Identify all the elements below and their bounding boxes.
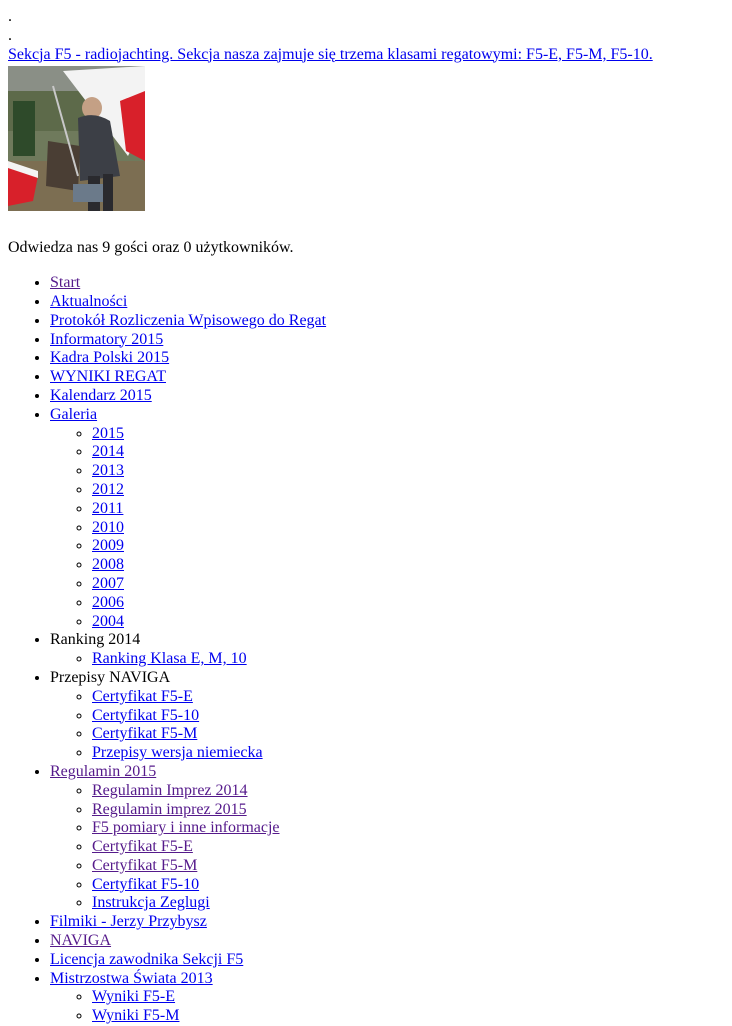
menu-item bbox=[50, 349, 732, 368]
przepisy-link-certyfikat-f510[interactable]: Certyfikat F5-10 bbox=[92, 706, 200, 724]
submenu-item bbox=[92, 819, 732, 838]
dot-text: . bbox=[8, 26, 12, 44]
menu-item bbox=[50, 368, 732, 387]
regulamin-link-pomiary[interactable]: F5 pomiary i inne informacje bbox=[92, 819, 280, 837]
regulamin-link-2015[interactable]: Regulamin imprez 2015 bbox=[92, 800, 247, 818]
gallery-link-2010[interactable]: 2010 bbox=[92, 518, 124, 536]
ranking-link[interactable]: Ranking Klasa E, M, 10 bbox=[92, 650, 247, 668]
submenu-item bbox=[92, 613, 732, 632]
menu-item bbox=[50, 669, 732, 763]
submenu-item bbox=[92, 1007, 732, 1026]
submenu-item bbox=[92, 594, 732, 613]
gallery-link-2009[interactable]: 2009 bbox=[92, 537, 124, 555]
submenu-item bbox=[92, 725, 732, 744]
submenu-item bbox=[92, 481, 732, 500]
przepisy-link-certyfikat-f5m[interactable]: Certyfikat F5-M bbox=[92, 725, 198, 743]
menu-link-regulamin[interactable]: Regulamin 2015 bbox=[50, 762, 157, 780]
menu-link-filmiki[interactable]: Filmiki - Jerzy Przybysz bbox=[50, 913, 207, 931]
submenu-item bbox=[92, 782, 732, 801]
menu-item bbox=[50, 970, 732, 1026]
regulamin-link-2014[interactable]: Regulamin Imprez 2014 bbox=[92, 781, 248, 799]
menu-item bbox=[50, 913, 732, 932]
submenu-item bbox=[92, 988, 732, 1007]
menu-item bbox=[50, 763, 732, 913]
dot-text: . bbox=[8, 8, 12, 25]
submenu-item bbox=[92, 519, 732, 538]
gallery-link-2011[interactable]: 2011 bbox=[92, 499, 124, 517]
przepisy-link-certyfikat-f5e[interactable]: Certyfikat F5-E bbox=[92, 687, 193, 705]
submenu-item bbox=[92, 575, 732, 594]
menu-link-start[interactable]: Start bbox=[50, 274, 81, 292]
menu-link-mistrzostwa[interactable]: Mistrzostwa Świata 2013 bbox=[50, 969, 213, 987]
submenu-item bbox=[92, 688, 732, 707]
menu-item bbox=[50, 631, 732, 669]
menu-link-kalendarz[interactable]: Kalendarz 2015 bbox=[50, 386, 152, 404]
menu-item bbox=[50, 293, 732, 312]
menu-label-ranking: Ranking 2014 bbox=[50, 631, 141, 649]
menu-item bbox=[50, 387, 732, 406]
gallery-link-2004[interactable]: 2004 bbox=[92, 612, 124, 630]
menu-item bbox=[50, 331, 732, 350]
menu-link-informatory[interactable]: Informatory 2015 bbox=[50, 330, 164, 348]
main-menu bbox=[8, 274, 732, 1026]
visitors-text: Odwiedza nas 9 gości oraz 0 użytkowników. bbox=[8, 239, 294, 257]
regulamin-link-instrukcja[interactable]: Instrukcja Zeglugi bbox=[92, 894, 210, 912]
regulamin-link-certyfikat-f5m[interactable]: Certyfikat F5-M bbox=[92, 856, 198, 874]
submenu-item bbox=[92, 500, 732, 519]
submenu-item bbox=[92, 744, 732, 763]
submenu-item bbox=[92, 425, 732, 444]
intro-link[interactable]: Sekcja F5 - radiojachting. Sekcja nasza zajmuje się trzema klasami regatowymi: F5-E, F5-M, F5-10. bbox=[8, 45, 653, 63]
menu-link-licencja[interactable]: Licencja zawodnika Sekcji F5 bbox=[50, 950, 244, 968]
mistrzostwa-link-wyniki-f5m[interactable]: Wyniki F5-M bbox=[92, 1007, 180, 1025]
menu-link-naviga[interactable]: NAVIGA bbox=[50, 932, 112, 950]
menu-link-protokol[interactable]: Protokół Rozliczenia Wpisowego do Regat bbox=[50, 311, 327, 329]
submenu-regulamin bbox=[50, 782, 732, 914]
submenu-ranking bbox=[50, 650, 732, 669]
gallery-link-2007[interactable]: 2007 bbox=[92, 574, 124, 592]
menu-label-przepisy: Przepisy NAVIGA bbox=[50, 668, 171, 686]
submenu-item bbox=[92, 650, 732, 669]
menu-link-wyniki-regat[interactable]: WYNIKI REGAT bbox=[50, 368, 166, 386]
mistrzostwa-link-wyniki-f5e[interactable]: Wyniki F5-E bbox=[92, 988, 176, 1006]
submenu-item bbox=[92, 876, 732, 895]
submenu-item bbox=[92, 443, 732, 462]
regulamin-link-certyfikat-f510[interactable]: Certyfikat F5-10 bbox=[92, 875, 200, 893]
submenu-item bbox=[92, 894, 732, 913]
submenu-item bbox=[92, 801, 732, 820]
menu-item bbox=[50, 932, 732, 951]
menu-item bbox=[50, 312, 732, 331]
submenu-item bbox=[92, 857, 732, 876]
gallery-link-2015[interactable]: 2015 bbox=[92, 424, 124, 442]
menu-item bbox=[50, 951, 732, 970]
menu-link-kadra[interactable]: Kadra Polski 2015 bbox=[50, 349, 170, 367]
menu-item bbox=[50, 406, 732, 632]
submenu-item bbox=[92, 537, 732, 556]
przepisy-link-niemiecka[interactable]: Przepisy wersja niemiecka bbox=[92, 744, 263, 762]
submenu-mistrzostwa bbox=[50, 988, 732, 1026]
submenu-item bbox=[92, 556, 732, 575]
submenu-item bbox=[92, 838, 732, 857]
submenu-galeria bbox=[50, 425, 732, 632]
menu-link-galeria[interactable]: Galeria bbox=[50, 405, 98, 423]
submenu-item bbox=[92, 462, 732, 481]
regulamin-link-certyfikat-f5e[interactable]: Certyfikat F5-E bbox=[92, 838, 193, 856]
gallery-link-2014[interactable]: 2014 bbox=[92, 443, 124, 461]
regatta-photo[interactable] bbox=[8, 66, 145, 211]
submenu-item bbox=[92, 707, 732, 726]
gallery-link-2013[interactable]: 2013 bbox=[92, 462, 124, 480]
gallery-link-2008[interactable]: 2008 bbox=[92, 556, 124, 574]
menu-item bbox=[50, 274, 732, 293]
submenu-przepisy bbox=[50, 688, 732, 763]
gallery-link-2012[interactable]: 2012 bbox=[92, 480, 124, 498]
menu-link-aktualnosci[interactable]: Aktualności bbox=[50, 292, 128, 310]
gallery-link-2006[interactable]: 2006 bbox=[92, 593, 124, 611]
